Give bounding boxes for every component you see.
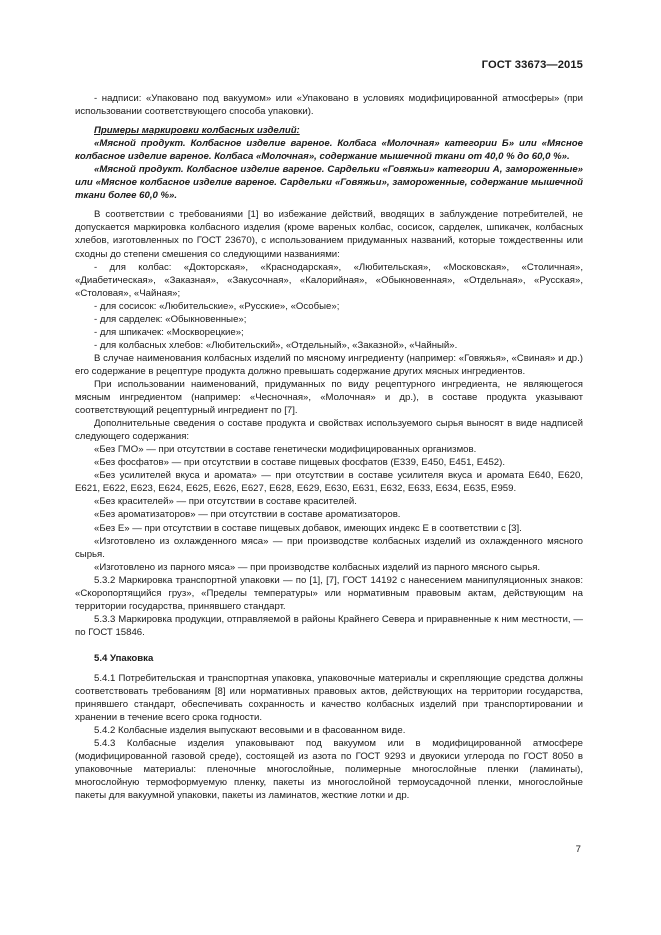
- claim-no-e: «Без Е» — при отсутствии в составе пищевых добавок, имеющих индекс Е в соответствии с [3].: [94, 522, 522, 534]
- paragraph-invented-names: В соответствии с требованиями [1] во избежание действий, вводящих в заблуждение потребителей, не допускается маркировка колбасного изделия (кроме вареных колбас, сосисок, сарделек, шпикачек, колбасных хлебов, изготовленных по ГОСТ 23670), с использованием придуманных названий, которые тождественны или сходны до степени смешения со следующими названиями:: [75, 209, 583, 260]
- claim-no-flavorings: «Без ароматизаторов» — при отсутствии в составе ароматизаторов.: [94, 509, 401, 521]
- paragraph-recipe-ingredient: При использовании наименований, придуманных по виду рецептурного ингредиента, не являющегося мясным ингредиентом (например: «Чесночная», «Молочная» и др.), в составе продукта указывают соответствующий рецептурный ингредиент по [7].: [75, 378, 583, 417]
- claim-no-phosphates: «Без фосфатов» — при отсутствии в составе пищевых фосфатов (Е339, Е450, Е451, Е452).: [94, 457, 505, 469]
- document-code: ГОСТ 33673—2015: [481, 59, 583, 71]
- claim-no-colorants: «Без красителей» — при отсутствии в составе красителей.: [94, 496, 357, 508]
- list-item-shpikachki: - для шпикачек: «Москворецкие»;: [94, 326, 244, 338]
- paragraph-labeling-inscriptions: - надписи: «Упаковано под вакуумом» или «Упаковано в условиях модифицированной атмосферы» (при использовании соответствующего способа упаковки).: [75, 93, 583, 118]
- clause-5-3-2: 5.3.2 Маркировка транспортной упаковки — по [1], [7], ГОСТ 14192 с нанесением манипуляционных знаков: «Скоропортящийся груз», «Пределы температуры» или нормативным правовым актам, действующим на территории государства, принявшего стандарт.: [75, 574, 583, 612]
- example-2: «Мясной продукт. Колбасное изделие вареное. Сардельки «Говяжьи» категории А, замороженные» или «Мясное колбасное изделие вареное. Сардельки «Говяжьи», замороженные, содержание мышечной ткани более 60,0 %».: [75, 164, 583, 202]
- clause-5-3-3: 5.3.3 Маркировка продукции, отправляемой в районы Крайнего Севера и приравненные к ним местности, — по ГОСТ 15846.: [75, 613, 583, 638]
- paragraph-additional-info: Дополнительные сведения о составе продукта и свойствах используемого сырья выносят в виде надписей следующего содержания:: [75, 418, 583, 443]
- clause-5-4-2: 5.4.2 Колбасные изделия выпускают весовыми и в фасованном виде.: [94, 725, 406, 737]
- clause-5-4-3: 5.4.3 Колбасные изделия упаковывают под вакуумом или в модифицированной атмосфере (модифицированной газовой среде), состоящей из азота по ГОСТ 9293 и двуокиси углерода по ГОСТ 8050 в упаковочные материалы: пленочные многослойные, полимерные многослойные пленки (ламинаты), многослойную термоформуемую пленку, пакеты из многослойной термоусадочной пленки, многослойные пакеты для вакуумной упаковки, пакеты из ламинатов, жесткие лотки и др.: [75, 738, 583, 802]
- list-item-meat-loaves: - для колбасных хлебов: «Любительский», «Отдельный», «Заказной», «Чайный».: [94, 339, 458, 351]
- list-item-frankfurters: - для сосисок: «Любительские», «Русские», «Особые»;: [94, 300, 340, 312]
- claim-chilled-meat: «Изготовлено из охлажденного мяса» — при производстве колбасных изделий из охлажденного мясного сырья.: [75, 535, 583, 560]
- list-item-wieners: - для сарделек: «Обыкновенные»;: [94, 313, 247, 325]
- page-number: 7: [575, 844, 581, 855]
- claim-fresh-meat: «Изготовлено из парного мяса» — при производстве колбасных изделий из парного мясного сырья.: [94, 561, 541, 573]
- section-heading-packaging: 5.4 Упаковка: [94, 652, 154, 664]
- clause-5-4-1: 5.4.1 Потребительская и транспортная упаковка, упаковочные материалы и скрепляющие средства должны соответствовать требованиям [8] или нормативных правовых актов, действующих на территории государства, принявшего стандарт, обеспечивать сохранность и качество колбасных изделий при транспортировании и хранении в течение всего срока годности.: [75, 672, 583, 724]
- example-1: «Мясной продукт. Колбасное изделие вареное. Колбаса «Молочная» категории Б» или «Мясное колбасное изделие вареное. Колбаса «Молочная», содержание мышечной ткани от 40,0 % до 60,0 %».: [75, 138, 583, 163]
- examples-title: Примеры маркировки колбасных изделий:: [94, 125, 300, 137]
- list-item-sausages: - для колбас: «Докторская», «Краснодарская», «Любительская», «Московская», «Столичная», «Диабетическая», «Заказная», «Закусочная», «Калорийная», «Обыкновенная», «Отдельная», «Русская», «Столовая», «Чайная»;: [75, 261, 583, 299]
- paragraph-meat-ingredient: В случае наименования колбасных изделий по мясному ингредиенту (например: «Говяжья», «Свиная» и др.) его содержание в рецептуре продукта должно превышать содержание других мясных ингредиентов.: [75, 352, 583, 377]
- document-body: [75, 92, 583, 802]
- claim-no-gmo: «Без ГМО» — при отсутствии в составе генетически модифицированных организмов.: [94, 444, 477, 456]
- claim-no-flavor-enhancers: «Без усилителей вкуса и аромата» — при отсутствии в составе усилителя вкуса и аромата Е640, Е620, Е621, Е622, Е623, Е624, Е625, Е626, Е627, Е628, Е629, Е630, Е631, Е632, Е633, Е634, Е635, Е959.: [75, 470, 583, 495]
